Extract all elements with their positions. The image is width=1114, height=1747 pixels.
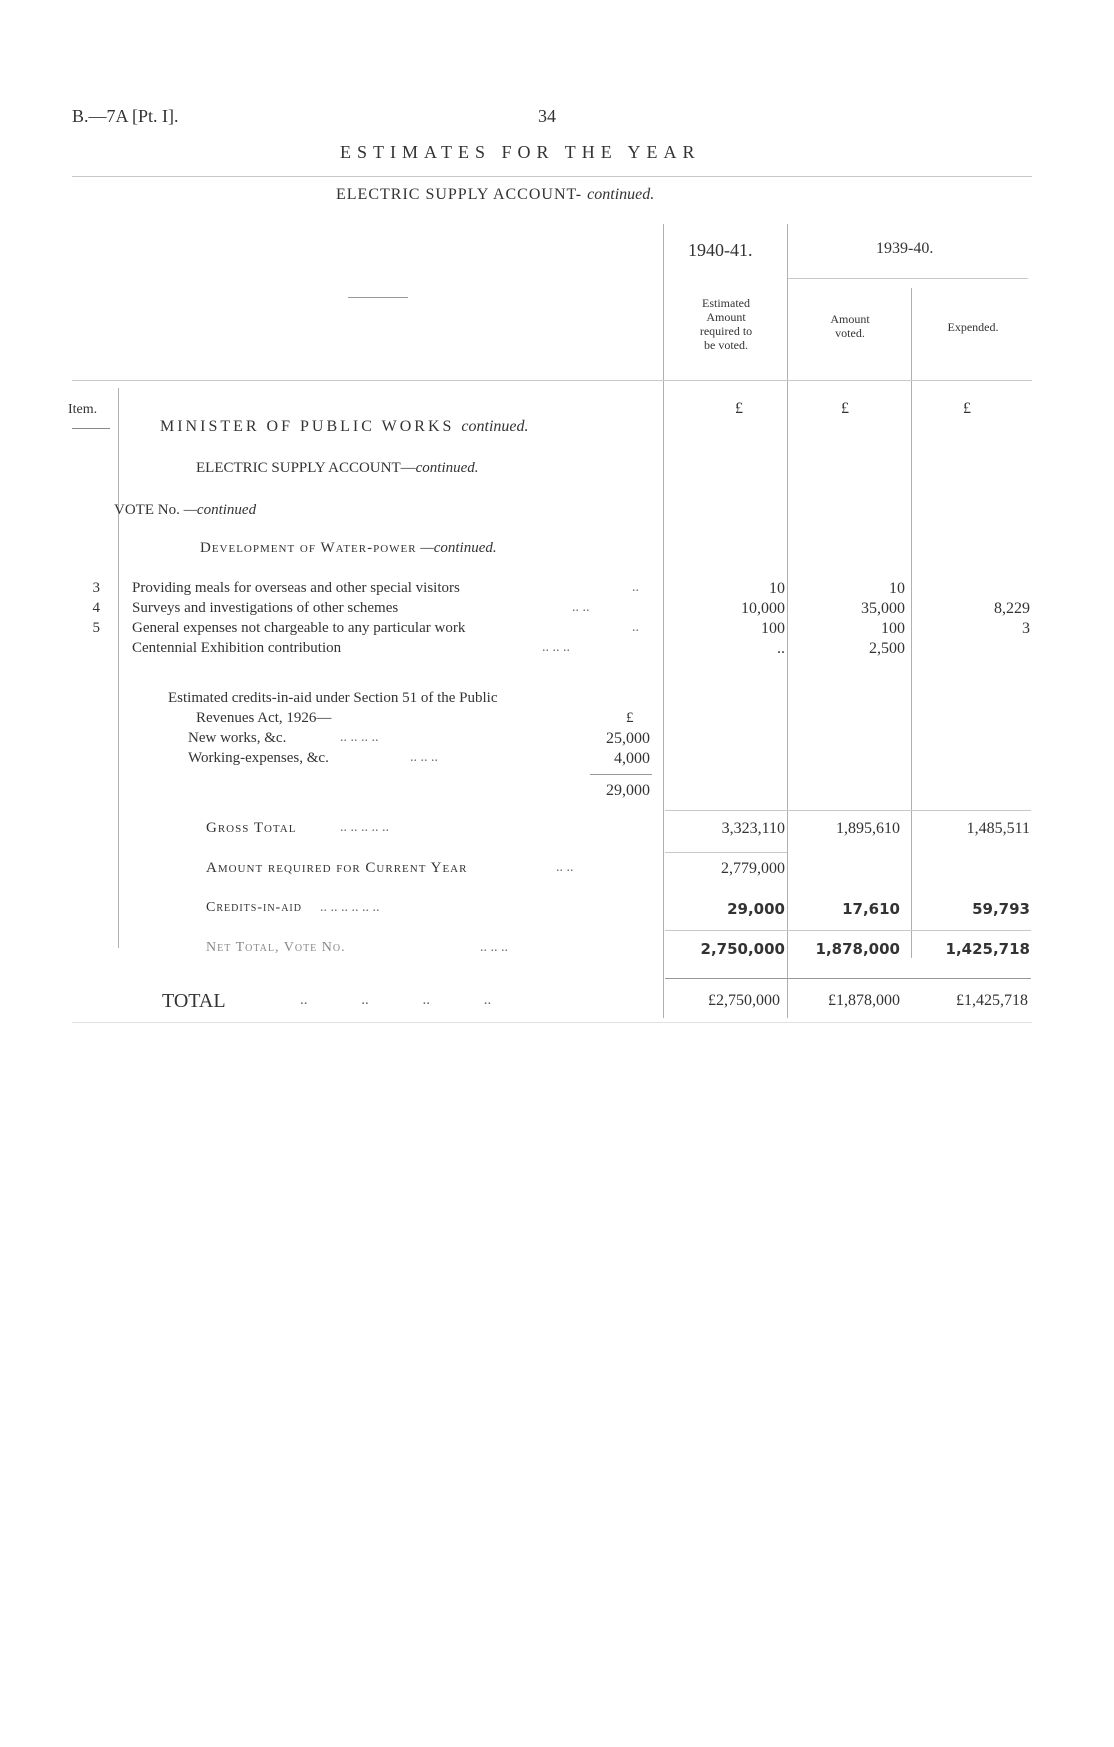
net-total-estimated: 2,750,000 — [700, 940, 785, 958]
net-total-voted: 1,878,000 — [815, 940, 900, 958]
leader-dots: .. — [632, 620, 639, 635]
title-rule — [72, 176, 1032, 177]
item-estimated: 100 — [761, 620, 785, 637]
list-item — [80, 600, 1040, 620]
required-top-rule — [665, 852, 787, 853]
credits-in-aid-expended: 59,793 — [972, 900, 1030, 918]
amount-required-estimated: 2,779,000 — [721, 860, 785, 877]
net-total-label: Net Total, Vote No. — [206, 940, 346, 955]
minister-heading: MINISTER OF PUBLIC WORKS continued. — [160, 418, 529, 435]
currency-voted: £ — [841, 400, 849, 417]
development-heading: Development of Water-power —continued. — [200, 540, 497, 556]
item-expended: 3 — [1022, 620, 1030, 637]
item-description: General expenses not chargeable to any particular work — [132, 620, 466, 636]
grand-total-expended: £1,425,718 — [956, 992, 1028, 1009]
credits-note-line2: Revenues Act, 1926— — [196, 710, 332, 726]
page-subtitle: ELECTRIC SUPPLY ACCOUNT- continued. — [336, 186, 655, 203]
expended-heading: Expended. — [947, 320, 999, 334]
credits-note-line1: Estimated credits-in-aid under Section 51 of the Public — [168, 690, 498, 706]
item-number: 4 — [92, 600, 100, 616]
leader-dots: .. .. .. .. .. .. — [320, 900, 380, 915]
grand-total-estimated: £2,750,000 — [708, 992, 780, 1009]
item-voted: 10 — [889, 580, 905, 597]
item-number: 5 — [92, 620, 100, 636]
net-top-rule — [665, 930, 1031, 931]
leader-dots: .. .. .. — [480, 940, 508, 955]
grand-total-voted: £1,878,000 — [828, 992, 900, 1009]
leader-dots: .. .. — [572, 600, 590, 615]
item-expended: 8,229 — [994, 600, 1030, 617]
leader-dots: .. .. .. .. — [340, 730, 379, 745]
currency-estimated: £ — [735, 400, 743, 417]
column-head-rule — [72, 380, 1032, 381]
working-expenses-value: 4,000 — [614, 750, 650, 767]
item-voted: 35,000 — [861, 600, 905, 617]
stub-dash — [348, 297, 408, 298]
amount-required-label: Amount required for Current Year — [206, 860, 468, 876]
page-number: 34 — [538, 106, 556, 126]
list-item — [80, 640, 1040, 660]
credits-in-aid-estimated: 29,000 — [727, 900, 785, 918]
list-item — [80, 620, 1040, 640]
list-item — [80, 580, 1040, 600]
estimated-heading: Estimated Amount required to be voted. — [699, 296, 753, 352]
item-voted: 100 — [881, 620, 905, 637]
credits-in-aid-label: Credits-in-aid — [206, 900, 302, 915]
voted-heading: Amount voted. — [830, 312, 870, 340]
item-column-heading: Item. — [68, 402, 98, 417]
vote-heading: VOTE No. —continued — [114, 502, 257, 518]
year-rule — [788, 278, 1028, 279]
item-estimated: 10,000 — [741, 600, 785, 617]
totals-top-rule — [665, 810, 1031, 811]
item-number: 3 — [92, 580, 100, 596]
currency-expended: £ — [963, 400, 971, 417]
grand-total-rule — [665, 978, 1031, 979]
credits-currency: £ — [626, 710, 634, 726]
year-current-heading: 1940-41. — [688, 240, 753, 260]
year-previous-heading: 1939-40. — [876, 240, 934, 257]
leader-dots: .. .. .. .. — [300, 992, 492, 1008]
document-reference: B.—7A [Pt. I]. — [72, 106, 179, 126]
credits-total: 29,000 — [606, 782, 650, 799]
gross-total-voted: 1,895,610 — [836, 820, 900, 837]
leader-dots: .. .. .. — [542, 640, 570, 655]
page-title: ESTIMATES FOR THE YEAR — [340, 142, 701, 162]
gross-total-label: Gross Total — [206, 820, 297, 836]
item-description: Providing meals for overseas and other special visitors — [132, 580, 460, 596]
items-list — [80, 580, 1040, 660]
electric-heading: ELECTRIC SUPPLY ACCOUNT—continued. — [196, 460, 479, 476]
grand-total-label: TOTAL — [162, 990, 226, 1012]
leader-dots: .. .. .. .. .. — [340, 820, 389, 835]
credits-sum-rule — [590, 774, 652, 775]
working-expenses-label: Working-expenses, &c. — [188, 750, 329, 766]
net-total-expended: 1,425,718 — [945, 940, 1030, 958]
gross-total-estimated: 3,323,110 — [721, 820, 785, 837]
bottom-rule — [72, 1022, 1032, 1023]
item-heading-underline — [72, 428, 110, 429]
item-column-divider — [118, 388, 119, 948]
new-works-value: 25,000 — [606, 730, 650, 747]
leader-dots: .. .. .. — [410, 750, 438, 765]
new-works-label: New works, &c. — [188, 730, 287, 746]
item-estimated: 10 — [769, 580, 785, 597]
leader-dots: .. .. — [556, 860, 574, 875]
leader-dots: .. — [632, 580, 639, 595]
gross-total-expended: 1,485,511 — [966, 820, 1030, 837]
item-voted: 2,500 — [869, 640, 905, 657]
item-description: Surveys and investigations of other schemes — [132, 600, 399, 616]
item-estimated: .. — [777, 640, 785, 657]
item-description: Centennial Exhibition contribution — [132, 640, 342, 656]
credits-in-aid-voted: 17,610 — [842, 900, 900, 918]
